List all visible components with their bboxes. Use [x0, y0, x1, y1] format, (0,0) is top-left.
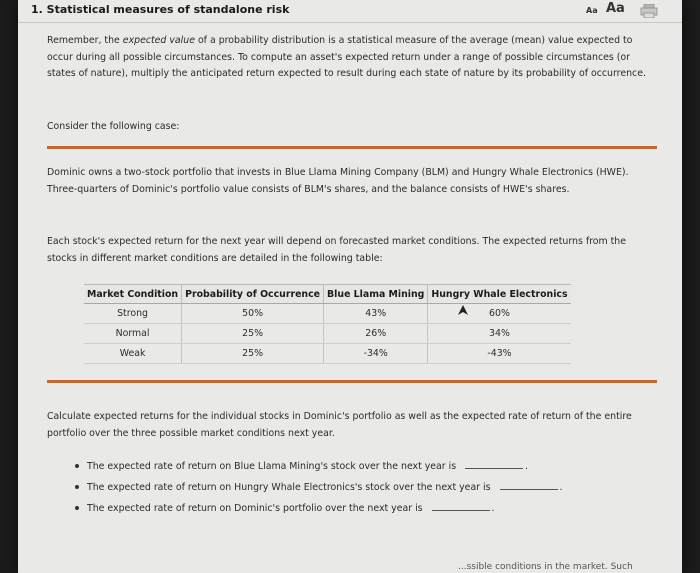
question-header [18, 0, 682, 23]
table-cell: Normal [84, 324, 182, 344]
question-title: 1. Statistical measures of standalone risk [31, 3, 290, 16]
list-item [61, 477, 562, 498]
table-cell: 25% [182, 344, 324, 364]
blm-answer-dropdown[interactable] [465, 458, 523, 469]
table-intro-paragraph: Each stock's expected return for the next year will depend on forecasted market conditions. The expected returns from the stocks in different market conditions are detailed in the following table: [47, 236, 626, 264]
decrease-text-size-button[interactable]: Aa [586, 6, 598, 15]
period: . [525, 461, 529, 472]
column-header: Probability of Occurrence [182, 285, 324, 304]
task-paragraph: Calculate expected returns for the individual stocks in Dominic's portfolio as well as the expected rate of return of the entire portfolio over the three possible market conditions next year. [47, 411, 632, 439]
table-row [84, 304, 571, 324]
table-header-row [84, 285, 571, 304]
answer-list [61, 456, 562, 519]
period: . [491, 503, 495, 514]
intro-emphasis: expected value [122, 35, 195, 46]
column-header: Hungry Whale Electronics [428, 285, 571, 304]
table-cell: 60% [428, 304, 571, 324]
market-returns-table [84, 284, 571, 364]
consider-label: Consider the following case: [47, 121, 180, 132]
intro-text-end: of a probability distribution is a statistical measure of the average (mean) value expected to occur during all possible circumstances. To compute an asset's expected return under a range of possible circumstances (or states of nature), multiply the anticipated return expected to result during each state of nature by its probability of occurrence. [47, 35, 646, 79]
question-text: The expected rate of return on Hungry Whale Electronics's stock over the next year is [87, 482, 491, 493]
list-item [61, 498, 562, 519]
table-cell: Weak [84, 344, 182, 364]
section-divider-top [47, 146, 657, 149]
hwe-answer-dropdown[interactable] [500, 479, 558, 490]
table-cell: 43% [324, 304, 428, 324]
table-cell: 34% [428, 324, 571, 344]
column-header: Market Condition [84, 285, 182, 304]
mouse-cursor-icon [458, 305, 468, 317]
content-page [18, 0, 682, 573]
column-header: Blue Llama Mining [324, 285, 428, 304]
table-cell: 26% [324, 324, 428, 344]
table-row [84, 344, 571, 364]
list-item [61, 456, 562, 477]
table-row [84, 324, 571, 344]
bullet-icon [75, 485, 79, 489]
print-icon[interactable] [640, 4, 658, 18]
table-cell: -43% [428, 344, 571, 364]
table-cell: 25% [182, 324, 324, 344]
table-cell: 50% [182, 304, 324, 324]
portfolio-answer-dropdown[interactable] [432, 500, 490, 511]
question-text: The expected rate of return on Dominic's portfolio over the next year is [87, 503, 423, 514]
bullet-icon [75, 464, 79, 468]
table-cell: Strong [84, 304, 182, 324]
bullet-icon [75, 506, 79, 510]
question-text: The expected rate of return on Blue Llama Mining's stock over the next year is [87, 461, 457, 472]
intro-paragraph [47, 33, 657, 83]
table-cell: -34% [324, 344, 428, 364]
increase-text-size-button[interactable]: Aa [606, 1, 625, 16]
section-divider-bottom [47, 380, 657, 383]
case-paragraph: Dominic owns a two-stock portfolio that invests in Blue Llama Mining Company (BLM) and Hungry Whale Electronics (HWE). Three-quarters of Dominic's portfolio value consists of BLM's shares, and the balance consists of HWE's shares. [47, 167, 629, 195]
intro-text-start: Remember, the [47, 35, 123, 46]
cutoff-text: ...ssible conditions in the market. Such [458, 562, 633, 572]
period: . [559, 482, 563, 493]
